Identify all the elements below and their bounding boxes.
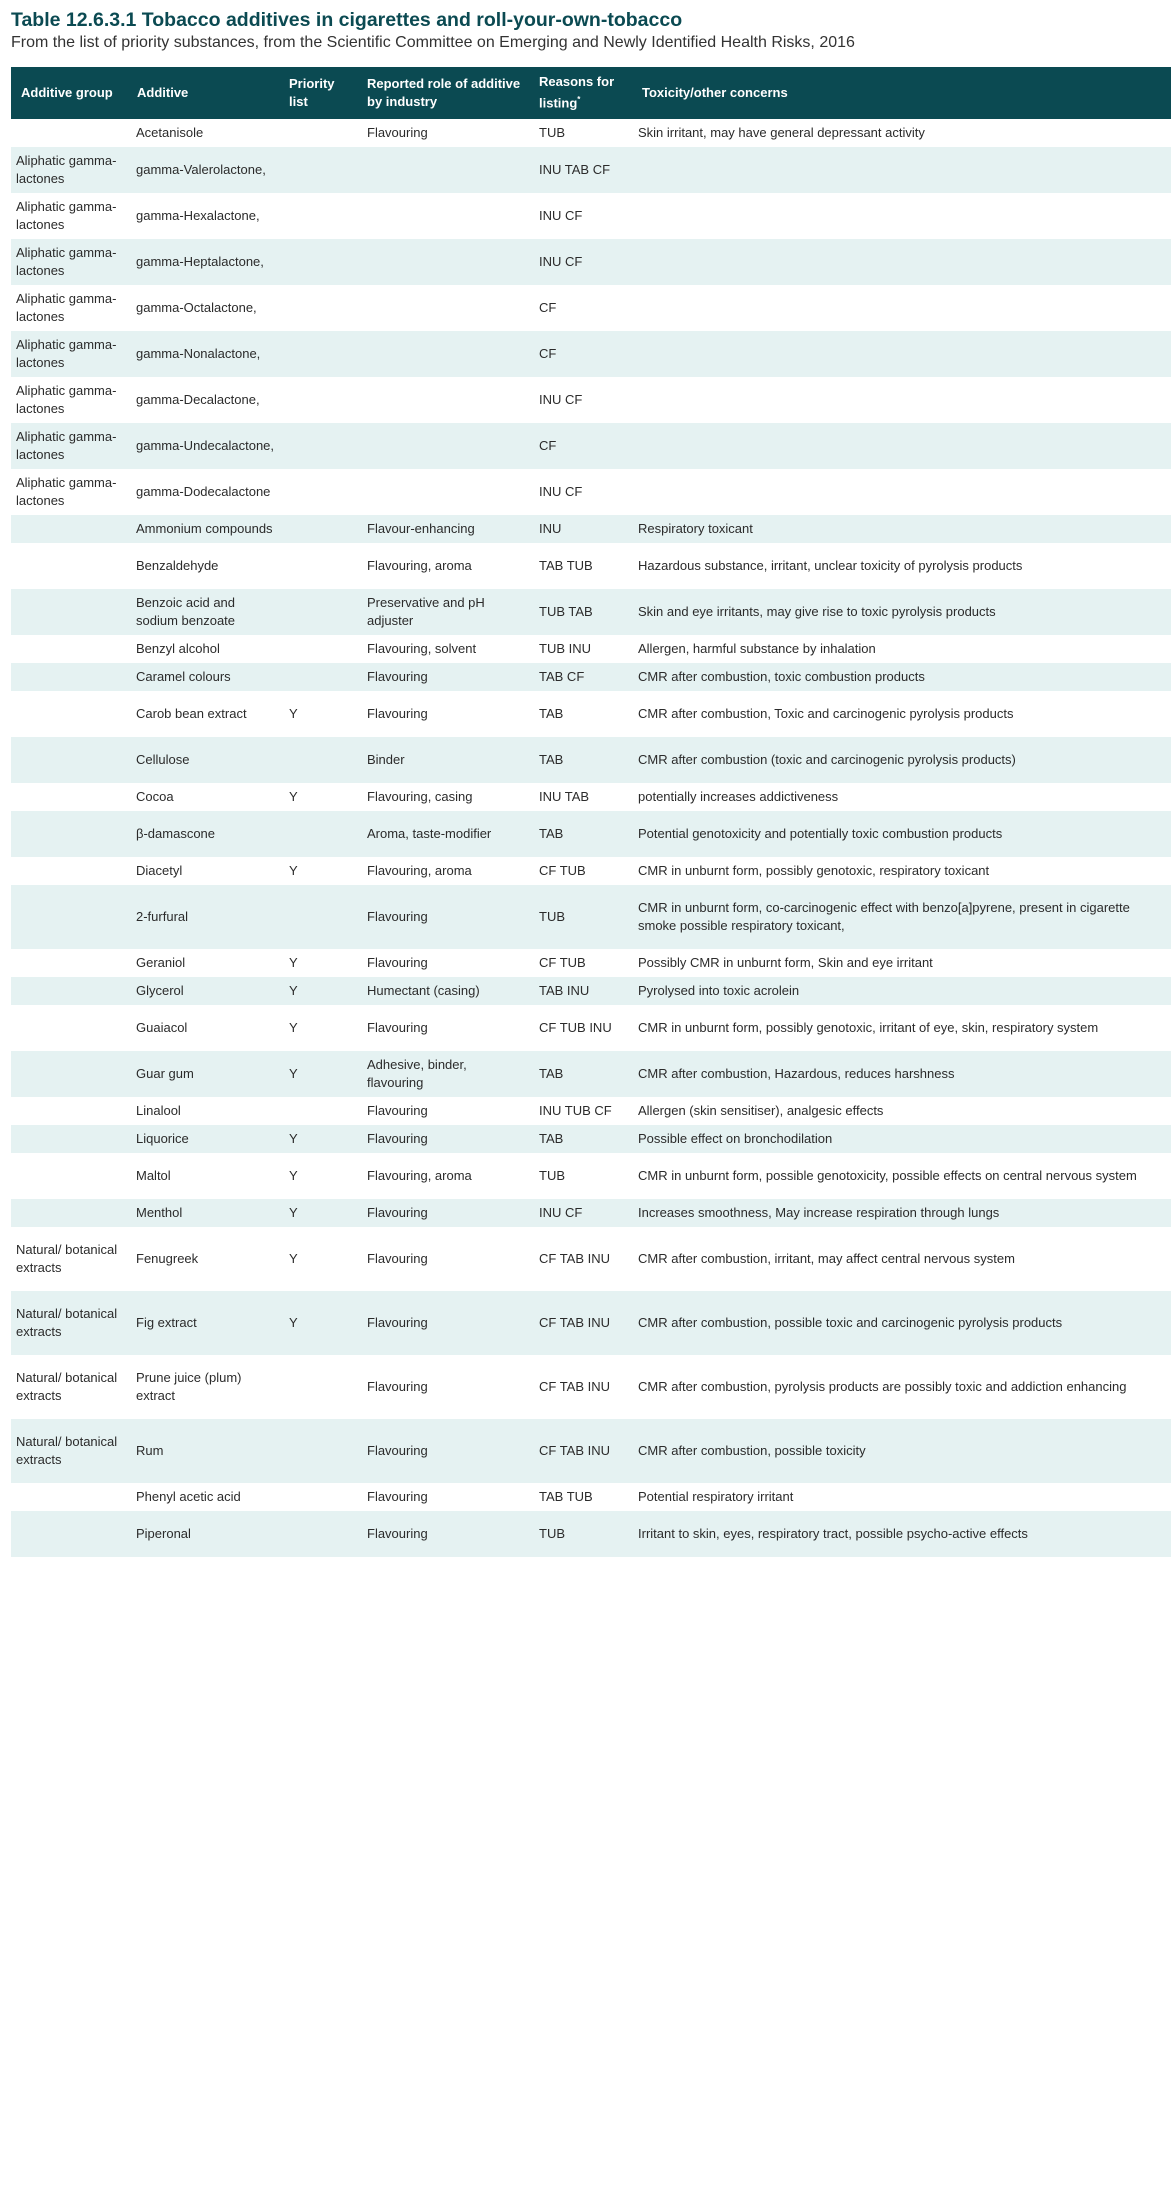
reported-role-cell: Flavouring, aroma [357,1153,529,1199]
toxicity-cell [632,423,1171,469]
priority-cell [279,635,357,663]
priority-cell [279,331,357,377]
additive-cell: Benzyl alcohol [127,635,279,663]
toxicity-cell: CMR after combustion, possible toxicity [632,1419,1171,1483]
reasons-cell: TAB TUB [529,1483,632,1511]
toxicity-cell [632,331,1171,377]
priority-cell: Y [279,1291,357,1355]
reasons-cell: TAB [529,737,632,783]
reported-role-cell: Flavour-enhancing [357,515,529,543]
table-row [11,949,1171,977]
toxicity-cell: CMR after combustion, pyrolysis products are possibly toxic and addiction enhancing [632,1355,1171,1419]
additive-group-cell [11,515,127,543]
reported-role-cell: Flavouring [357,1483,529,1511]
additive-cell: Phenyl acetic acid [127,1483,279,1511]
additive-cell: gamma-Decalactone, [127,377,279,423]
table-body [11,119,1171,1557]
priority-cell: Y [279,949,357,977]
priority-cell [279,737,357,783]
reasons-cell: TAB [529,1125,632,1153]
table-row [11,1125,1171,1153]
priority-cell: Y [279,1125,357,1153]
header-toxicity: Toxicity/other concerns [632,67,1171,119]
additive-cell: Diacetyl [127,857,279,885]
priority-cell: Y [279,691,357,737]
additive-group-cell: Aliphatic gamma-lactones [11,239,127,285]
additive-group-cell [11,737,127,783]
toxicity-cell: CMR in unburnt form, possible genotoxicity, possible effects on central nervous system [632,1153,1171,1199]
table-row [11,377,1171,423]
table-row [11,589,1171,635]
priority-cell [279,285,357,331]
table-row [11,193,1171,239]
additive-group-cell [11,1005,127,1051]
reported-role-cell: Adhesive, binder, flavouring [357,1051,529,1097]
reported-role-cell: Flavouring [357,1291,529,1355]
header-additive: Additive [127,67,279,119]
additive-cell: Carob bean extract [127,691,279,737]
reasons-cell: TAB TUB [529,543,632,589]
toxicity-cell: Potential respiratory irritant [632,1483,1171,1511]
reported-role-cell: Flavouring [357,1199,529,1227]
priority-cell: Y [279,1005,357,1051]
table-row [11,885,1171,949]
additive-cell: gamma-Heptalactone, [127,239,279,285]
reported-role-cell: Flavouring [357,1355,529,1419]
table-row [11,811,1171,857]
reasons-cell: INU [529,515,632,543]
reasons-cell: TAB [529,1051,632,1097]
additive-cell: Acetanisole [127,119,279,147]
additive-group-cell: Natural/ botanical extracts [11,1227,127,1291]
reported-role-cell [357,331,529,377]
additive-cell: Geraniol [127,949,279,977]
reasons-cell: CF TAB INU [529,1419,632,1483]
reasons-cell: INU TUB CF [529,1097,632,1125]
reported-role-cell: Flavouring, aroma [357,543,529,589]
priority-cell [279,1483,357,1511]
reasons-cell: INU TAB [529,783,632,811]
priority-cell [279,147,357,193]
reasons-cell: TAB [529,811,632,857]
reported-role-cell: Humectant (casing) [357,977,529,1005]
reasons-cell: INU CF [529,469,632,515]
additive-cell: gamma-Undecalactone, [127,423,279,469]
additive-group-cell: Aliphatic gamma-lactones [11,193,127,239]
priority-cell [279,377,357,423]
additive-group-cell [11,1125,127,1153]
priority-cell [279,811,357,857]
toxicity-cell [632,239,1171,285]
additive-cell: Fenugreek [127,1227,279,1291]
reported-role-cell: Flavouring [357,1125,529,1153]
table-row [11,635,1171,663]
reasons-cell: CF TUB [529,857,632,885]
reasons-cell: CF [529,423,632,469]
additive-group-cell [11,663,127,691]
reasons-cell: CF TAB INU [529,1355,632,1419]
reported-role-cell: Flavouring [357,663,529,691]
additive-cell: Rum [127,1419,279,1483]
toxicity-cell: potentially increases addictiveness [632,783,1171,811]
table-row [11,543,1171,589]
table-row [11,1097,1171,1125]
table-row [11,423,1171,469]
priority-cell [279,469,357,515]
reported-role-cell [357,285,529,331]
priority-cell: Y [279,1051,357,1097]
additive-cell: gamma-Nonalactone, [127,331,279,377]
priority-cell [279,1097,357,1125]
reported-role-cell: Flavouring [357,1227,529,1291]
additive-cell: Cellulose [127,737,279,783]
additive-cell: gamma-Dodecalactone [127,469,279,515]
table-row [11,1199,1171,1227]
additive-group-cell [11,783,127,811]
additive-group-cell [11,977,127,1005]
additive-group-cell: Natural/ botanical extracts [11,1355,127,1419]
reported-role-cell: Flavouring [357,119,529,147]
priority-cell [279,589,357,635]
toxicity-cell [632,377,1171,423]
priority-cell: Y [279,1199,357,1227]
reasons-cell: TUB TAB [529,589,632,635]
additive-group-cell [11,543,127,589]
toxicity-cell: Irritant to skin, eyes, respiratory tract, possible psycho-active effects [632,1511,1171,1557]
reported-role-cell: Flavouring, aroma [357,857,529,885]
priority-cell: Y [279,1153,357,1199]
reported-role-cell: Flavouring [357,885,529,949]
additive-group-cell [11,857,127,885]
additive-cell: Menthol [127,1199,279,1227]
additive-group-cell [11,811,127,857]
priority-cell: Y [279,1227,357,1291]
header-priority-list: Priority list [279,67,357,119]
reported-role-cell [357,377,529,423]
reported-role-cell: Preservative and pH adjuster [357,589,529,635]
toxicity-cell [632,147,1171,193]
toxicity-cell: Skin and eye irritants, may give rise to toxic pyrolysis products [632,589,1171,635]
table-row [11,1051,1171,1097]
reasons-cell: TUB [529,1511,632,1557]
priority-cell [279,1511,357,1557]
additive-group-cell: Aliphatic gamma-lactones [11,423,127,469]
reasons-cell: CF [529,331,632,377]
toxicity-cell [632,285,1171,331]
table-title: Table 12.6.3.1 Tobacco additives in cigarettes and roll-your-own-tobacco [11,9,683,31]
reasons-cell: TAB INU [529,977,632,1005]
reported-role-cell [357,239,529,285]
priority-cell [279,423,357,469]
reported-role-cell: Flavouring [357,1419,529,1483]
additive-group-cell [11,949,127,977]
additive-cell: Glycerol [127,977,279,1005]
header-additive-group: Additive group [11,67,127,119]
additive-group-cell: Aliphatic gamma-lactones [11,147,127,193]
toxicity-cell: CMR after combustion, toxic combustion products [632,663,1171,691]
priority-cell [279,193,357,239]
additive-cell: Guaiacol [127,1005,279,1051]
toxicity-cell: CMR in unburnt form, possibly genotoxic, respiratory toxicant [632,857,1171,885]
reported-role-cell [357,193,529,239]
reasons-cell: CF TAB INU [529,1291,632,1355]
toxicity-cell: CMR after combustion, possible toxic and carcinogenic pyrolysis products [632,1291,1171,1355]
additive-group-cell [11,1483,127,1511]
additive-cell: Benzoic acid and sodium benzoate [127,589,279,635]
priority-cell [279,1355,357,1419]
toxicity-cell: Allergen (skin sensitiser), analgesic effects [632,1097,1171,1125]
toxicity-cell: Possible effect on bronchodilation [632,1125,1171,1153]
reasons-cell: INU CF [529,193,632,239]
priority-cell: Y [279,783,357,811]
additive-group-cell: Aliphatic gamma-lactones [11,285,127,331]
additive-group-cell [11,1153,127,1199]
reported-role-cell: Binder [357,737,529,783]
additive-group-cell [11,885,127,949]
additive-group-cell [11,1097,127,1125]
additive-group-cell [11,1051,127,1097]
table-row [11,1511,1171,1557]
table-row [11,1355,1171,1419]
toxicity-cell: CMR in unburnt form, co-carcinogenic effect with benzo[a]pyrene, present in cigarette smoke possible respiratory toxicant, [632,885,1171,949]
reported-role-cell [357,469,529,515]
reasons-cell: INU CF [529,1199,632,1227]
additive-cell: Fig extract [127,1291,279,1355]
table-row [11,663,1171,691]
table-row [11,1291,1171,1355]
additive-cell: Maltol [127,1153,279,1199]
priority-cell: Y [279,977,357,1005]
toxicity-cell [632,469,1171,515]
priority-cell [279,515,357,543]
table-container [11,67,1137,1557]
priority-cell [279,119,357,147]
table-row [11,977,1171,1005]
reported-role-cell: Flavouring [357,949,529,977]
table-row [11,239,1171,285]
additive-cell: Cocoa [127,783,279,811]
additive-cell: Ammonium compounds [127,515,279,543]
toxicity-cell: CMR after combustion, Toxic and carcinogenic pyrolysis products [632,691,1171,737]
header-reasons-for-listing [529,67,632,119]
additive-cell: Liquorice [127,1125,279,1153]
table-row [11,737,1171,783]
reasons-cell: CF TUB [529,949,632,977]
reasons-cell: TUB [529,885,632,949]
additive-group-cell: Aliphatic gamma-lactones [11,377,127,423]
toxicity-cell: Potential genotoxicity and potentially toxic combustion products [632,811,1171,857]
additive-cell: Caramel colours [127,663,279,691]
table-header [11,67,1171,119]
additive-group-cell [11,635,127,663]
toxicity-cell: Pyrolysed into toxic acrolein [632,977,1171,1005]
reported-role-cell [357,147,529,193]
toxicity-cell: Possibly CMR in unburnt form, Skin and eye irritant [632,949,1171,977]
reported-role-cell: Flavouring [357,1511,529,1557]
reasons-cell: CF TAB INU [529,1227,632,1291]
priority-cell [279,663,357,691]
header-reported-role: Reported role of additive by industry [357,67,529,119]
reported-role-cell: Flavouring [357,1097,529,1125]
additive-group-cell [11,1511,127,1557]
reported-role-cell: Aroma, taste-modifier [357,811,529,857]
reported-role-cell: Flavouring [357,1005,529,1051]
additive-group-cell: Natural/ botanical extracts [11,1419,127,1483]
table-row [11,1005,1171,1051]
priority-cell: Y [279,857,357,885]
toxicity-cell: Allergen, harmful substance by inhalation [632,635,1171,663]
additive-cell: β-damascone [127,811,279,857]
header-reasons-footnote-mark: * [577,95,581,105]
reasons-cell: CF [529,285,632,331]
reasons-cell: TUB [529,119,632,147]
priority-cell [279,543,357,589]
priority-cell [279,239,357,285]
additive-group-cell [11,119,127,147]
additive-group-cell [11,691,127,737]
additive-cell: Guar gum [127,1051,279,1097]
reported-role-cell: Flavouring, casing [357,783,529,811]
additive-cell: Prune juice (plum) extract [127,1355,279,1419]
reasons-cell: INU CF [529,377,632,423]
table-row [11,1483,1171,1511]
table-row [11,515,1171,543]
header-reasons-label: Reasons for listing [539,74,615,111]
table-row [11,285,1171,331]
toxicity-cell: CMR after combustion, irritant, may affect central nervous system [632,1227,1171,1291]
reasons-cell: TUB INU [529,635,632,663]
table-row [11,783,1171,811]
header-row [11,67,1171,119]
table-row [11,119,1171,147]
reasons-cell: TUB [529,1153,632,1199]
additive-group-cell [11,1199,127,1227]
reported-role-cell [357,423,529,469]
additive-group-cell [11,589,127,635]
reported-role-cell: Flavouring, solvent [357,635,529,663]
additive-cell: Benzaldehyde [127,543,279,589]
table-row [11,469,1171,515]
table-row [11,147,1171,193]
reported-role-cell: Flavouring [357,691,529,737]
additive-cell: Linalool [127,1097,279,1125]
reasons-cell: CF TUB INU [529,1005,632,1051]
reasons-cell: TAB [529,691,632,737]
toxicity-cell [632,193,1171,239]
additive-cell: gamma-Hexalactone, [127,193,279,239]
toxicity-cell: Respiratory toxicant [632,515,1171,543]
priority-cell [279,1419,357,1483]
toxicity-cell: Increases smoothness, May increase respiration through lungs [632,1199,1171,1227]
additive-group-cell: Aliphatic gamma-lactones [11,331,127,377]
table-row [11,1227,1171,1291]
additive-cell: 2-furfural [127,885,279,949]
reasons-cell: INU CF [529,239,632,285]
toxicity-cell: Skin irritant, may have general depressant activity [632,119,1171,147]
additive-cell: Piperonal [127,1511,279,1557]
table-row [11,1153,1171,1199]
toxicity-cell: CMR after combustion (toxic and carcinogenic pyrolysis products) [632,737,1171,783]
additives-table [11,67,1171,1557]
toxicity-cell: CMR after combustion, Hazardous, reduces harshness [632,1051,1171,1097]
toxicity-cell: Hazardous substance, irritant, unclear toxicity of pyrolysis products [632,543,1171,589]
table-row [11,1419,1171,1483]
table-subtitle: From the list of priority substances, from the Scientific Committee on Emerging and Newly Identified Health Risks, 2016 [11,34,855,51]
table-row [11,331,1171,377]
additive-cell: gamma-Octalactone, [127,285,279,331]
additive-group-cell: Aliphatic gamma-lactones [11,469,127,515]
additive-group-cell: Natural/ botanical extracts [11,1291,127,1355]
priority-cell [279,885,357,949]
reasons-cell: TAB CF [529,663,632,691]
additive-cell: gamma-Valerolactone, [127,147,279,193]
table-row [11,857,1171,885]
toxicity-cell: CMR in unburnt form, possibly genotoxic, irritant of eye, skin, respiratory system [632,1005,1171,1051]
reasons-cell: INU TAB CF [529,147,632,193]
table-row [11,691,1171,737]
